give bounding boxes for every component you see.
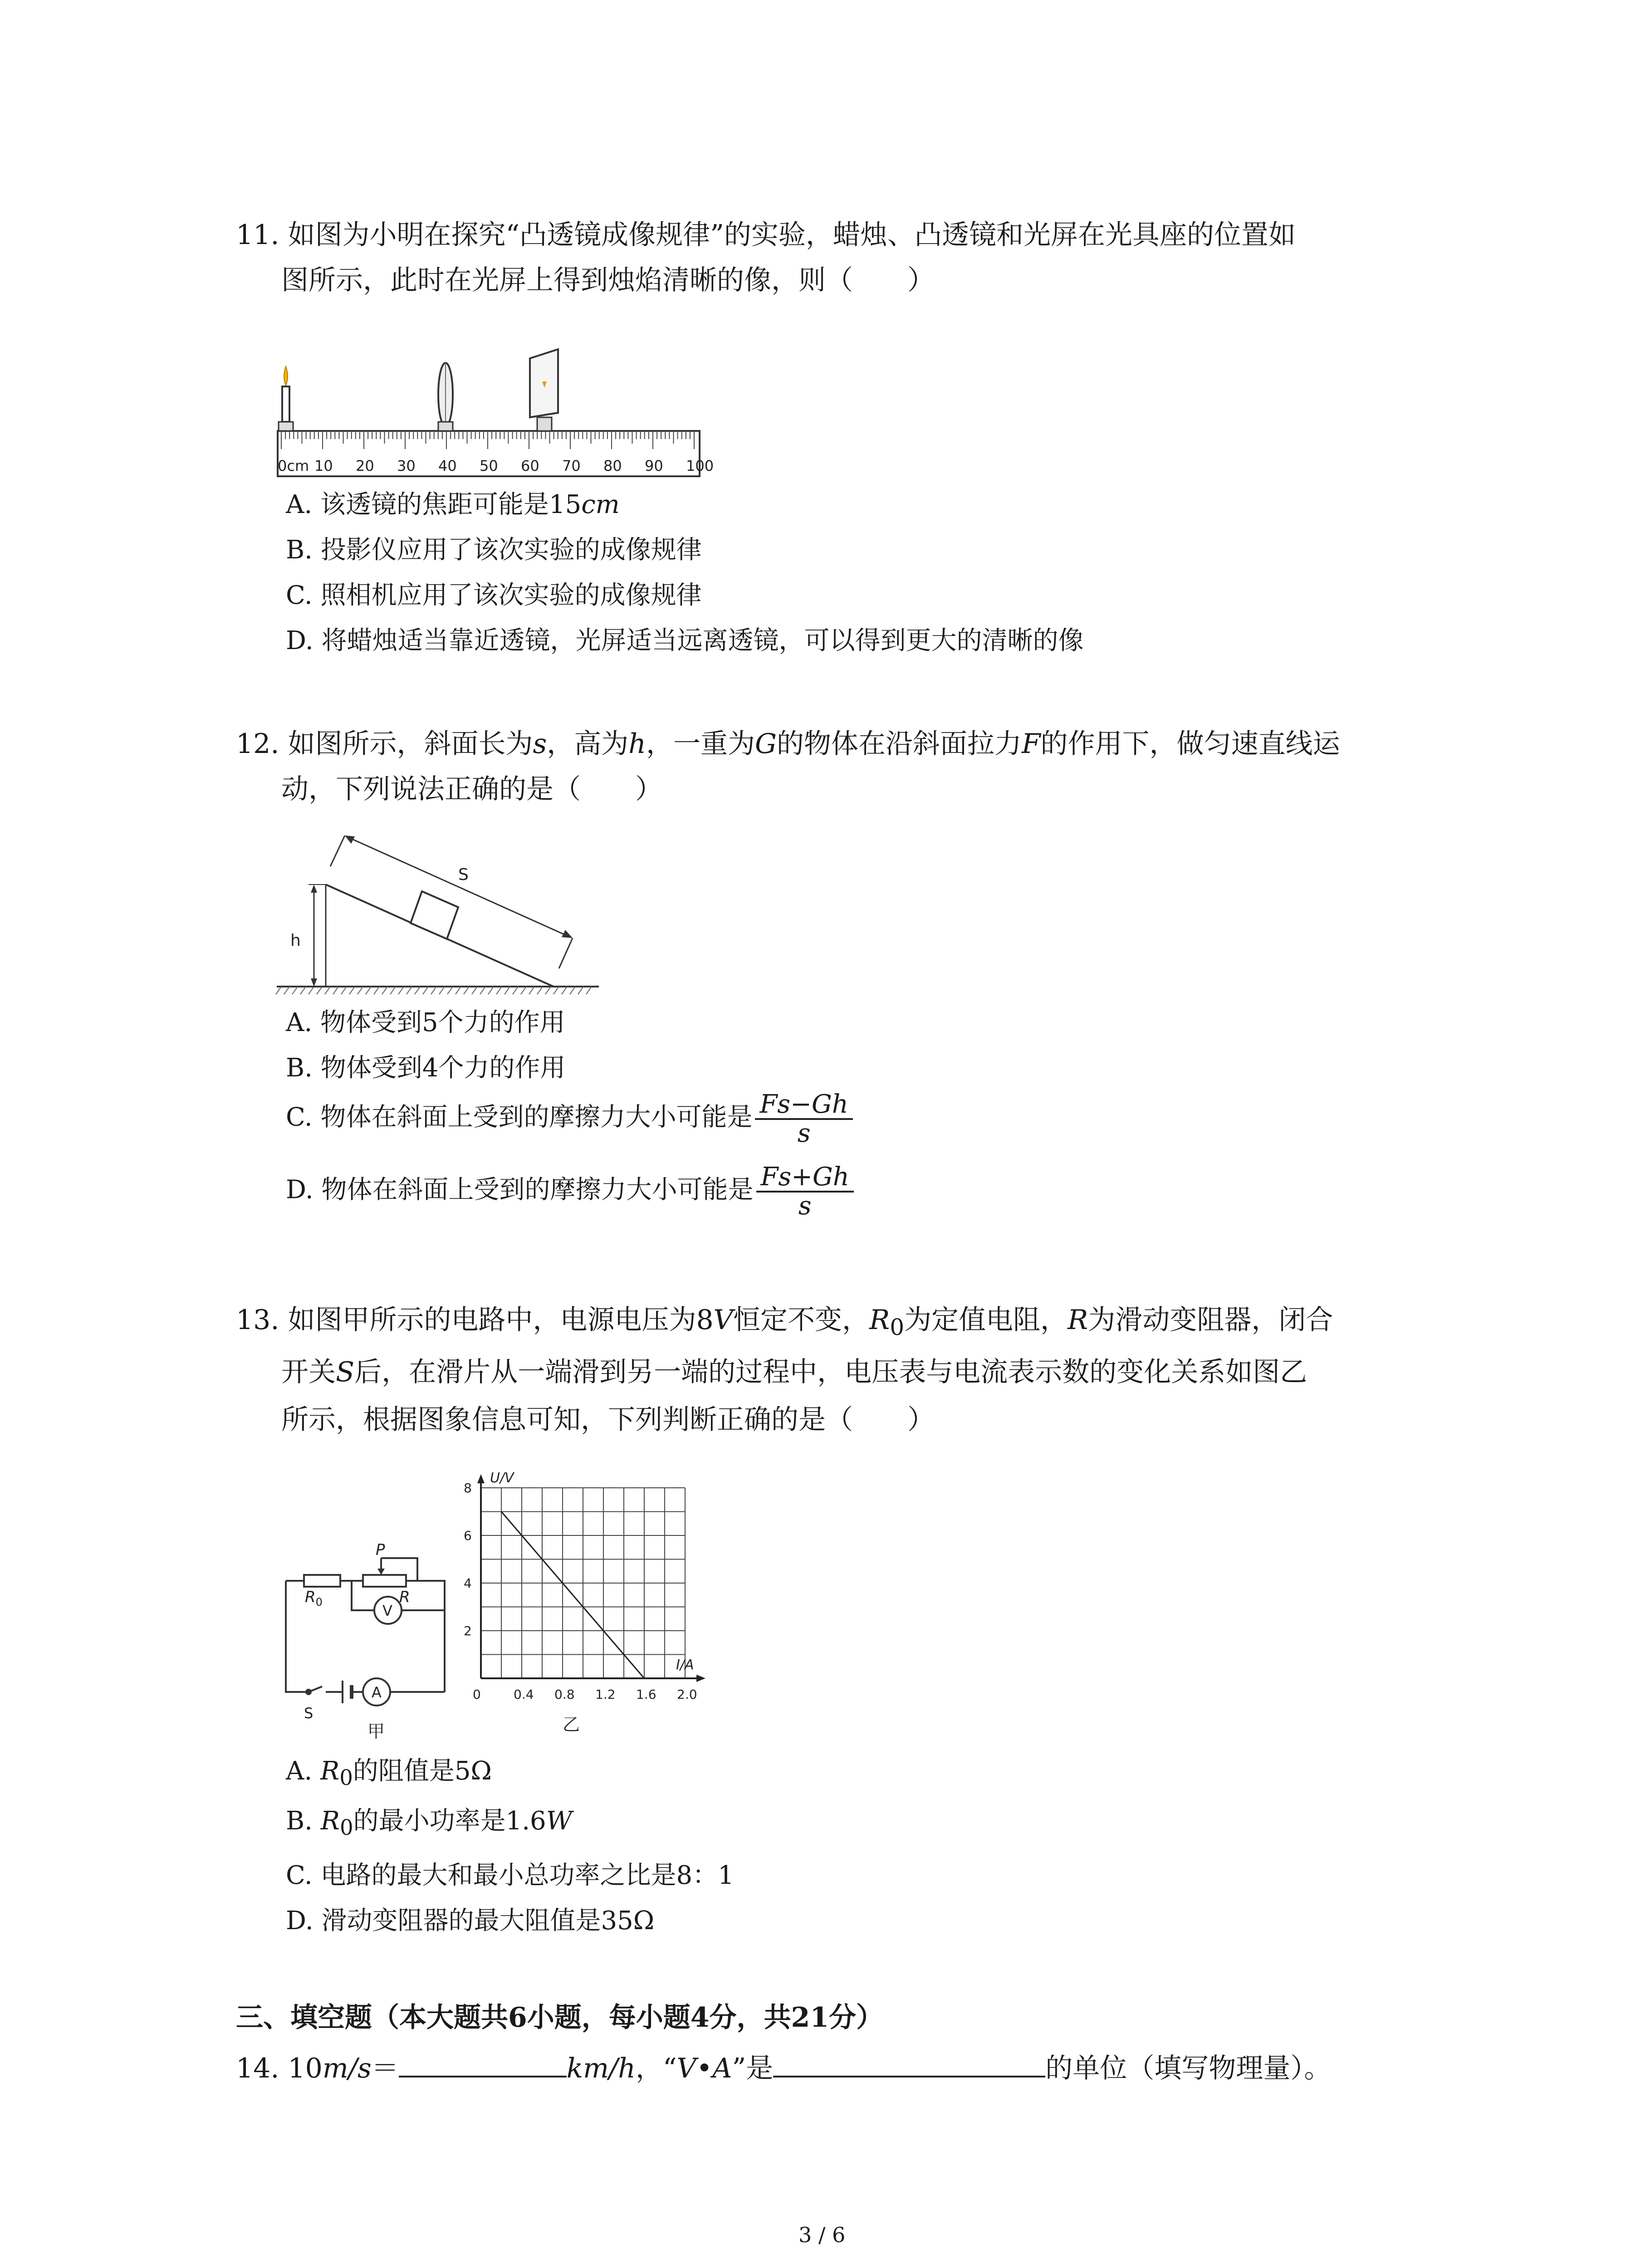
ground-hatch-line xyxy=(292,987,298,994)
q13-option-b-unit: W xyxy=(546,1806,573,1836)
q11-line1: 11. 如图为小明在探究“凸透镜成像规律”的实验，蜡烛、凸透镜和光屏在光具座的位置如 xyxy=(236,219,1296,251)
q14-equals: ＝ xyxy=(371,2053,399,2084)
light-screen xyxy=(530,349,558,431)
ground-hatch-line xyxy=(513,987,518,994)
q13-option-b-prefix: B. xyxy=(286,1806,321,1836)
q12-text-d: 的物体在沿斜面拉力 xyxy=(776,728,1022,760)
resistor-r xyxy=(363,1575,406,1587)
ground-hatch-line xyxy=(496,987,502,994)
graph-xtick-label: 1.6 xyxy=(636,1687,656,1702)
ruler-label: 70 xyxy=(562,457,581,474)
page-number: 3 / 6 xyxy=(798,2223,846,2247)
q14-blank-2[interactable] xyxy=(773,2050,1045,2077)
ground-hatch-line xyxy=(317,987,322,994)
ruler-label: 60 xyxy=(521,457,539,474)
q13-text-c: 为定值电阻， xyxy=(904,1304,1068,1336)
candle xyxy=(279,367,293,431)
circuit-p-label: P xyxy=(376,1541,385,1559)
ground-hatch-line xyxy=(480,987,485,994)
q11-option-a-text: A. 该透镜的焦距可能是15 xyxy=(286,490,582,519)
q11-line2: 图所示，此时在光屏上得到烛焰清晰的像，则（ ） xyxy=(281,264,935,296)
q13-option-d[interactable]: D. 滑动变阻器的最大阻值是35Ω xyxy=(286,1906,655,1936)
q13-text-b: 恒定不变， xyxy=(733,1304,870,1336)
q12-text-a: 12. 如图所示，斜面长为 xyxy=(236,728,533,760)
q12-option-d-text: D. 物体在斜面上受到的摩擦力大小可能是 xyxy=(286,1175,754,1205)
graph-ytick-label: 6 xyxy=(464,1528,472,1543)
ground-hatch-line xyxy=(456,987,461,994)
graph-caption: 乙 xyxy=(563,1715,580,1735)
ground-hatch-line xyxy=(333,987,338,994)
q13-option-a-text: 的阻值是5Ω xyxy=(353,1756,492,1786)
ruler-label: 10 xyxy=(314,457,333,474)
q12-option-d-fraction: $\frac{Fs+Gh}{s}$ xyxy=(756,1163,854,1220)
graph-ytick-label: 2 xyxy=(464,1623,472,1638)
ground-hatch-line xyxy=(464,987,469,994)
q12-var-g: G xyxy=(754,728,777,760)
q12-option-c-fraction: $\frac{Fs-Gh}{s}$ xyxy=(755,1091,852,1147)
q12-line1 xyxy=(236,721,1340,767)
switch-label: S xyxy=(304,1705,314,1722)
ground-hatch-line xyxy=(284,987,289,994)
ground-hatch-line xyxy=(439,987,445,994)
ground-hatch-line xyxy=(349,987,355,994)
ground-hatch-line xyxy=(537,987,543,994)
graph-xlabel: I/A xyxy=(676,1657,694,1673)
q14-unit-ms: m/s xyxy=(322,2053,372,2084)
circuit-r-label: R xyxy=(399,1588,410,1606)
ground-hatch-line xyxy=(554,987,559,994)
q14-blank-1[interactable] xyxy=(399,2050,567,2077)
q13-var-s: S xyxy=(336,1356,355,1388)
q11-option-b[interactable]: B. 投影仪应用了该次实验的成像规律 xyxy=(286,535,702,565)
graph-data-line xyxy=(501,1512,644,1679)
graph-xtick-label: 0 xyxy=(473,1687,481,1702)
ground-hatch-line xyxy=(505,987,510,994)
q14-prefix: 14. 10 xyxy=(236,2053,323,2084)
q12-option-a[interactable]: A. 物体受到5个力的作用 xyxy=(286,1008,565,1037)
q11-option-a-unit: cm xyxy=(581,490,620,519)
ground-hatch-line xyxy=(325,987,330,994)
graph-xtick-label: 1.2 xyxy=(595,1687,616,1702)
ground-hatch-line xyxy=(488,987,494,994)
ruler-label: 50 xyxy=(480,457,498,474)
graph-ytick-label: 8 xyxy=(464,1481,472,1496)
q13-line3: 所示，根据图象信息可知，下列判断正确的是（ ） xyxy=(281,1404,935,1436)
q12-option-d[interactable] xyxy=(286,1163,854,1220)
ruler-label: 40 xyxy=(438,457,457,474)
section-3-title: 三、填空题（本大题共6小题，每小题4分，共21分） xyxy=(236,2002,883,2033)
fig-s-label: S xyxy=(458,865,469,884)
q11-option-a[interactable] xyxy=(286,484,620,525)
ruler-label: 0cm xyxy=(278,457,309,474)
q12-var-s: s xyxy=(533,728,547,760)
graph-ytick-label: 4 xyxy=(464,1576,472,1591)
ground-hatch-line xyxy=(586,987,592,994)
ground-hatch-line xyxy=(423,987,428,994)
ground-hatch-line xyxy=(374,987,379,994)
ground-hatch-line xyxy=(472,987,477,994)
ground-hatch-line xyxy=(300,987,306,994)
q13-text-f: 后，在滑片从一端滑到另一端的过程中，电压表与电流表示数的变化关系如图乙 xyxy=(354,1356,1308,1388)
resistor-r0 xyxy=(304,1575,340,1587)
q12-option-c[interactable] xyxy=(286,1091,853,1147)
ground-hatch-line xyxy=(570,987,575,994)
block xyxy=(411,891,458,939)
ground-hatch-line xyxy=(390,987,396,994)
graph-ylabel: U/V xyxy=(490,1470,514,1486)
q13-line2 xyxy=(281,1349,1307,1395)
ground-hatch-line xyxy=(415,987,420,994)
ground-hatch-line xyxy=(341,987,347,994)
ruler-label: 30 xyxy=(397,457,416,474)
fig-h-label: h xyxy=(290,931,301,950)
q13-text-e: 开关 xyxy=(281,1356,336,1388)
graph-xtick-label: 2.0 xyxy=(677,1687,697,1702)
q13-option-a-prefix: A. xyxy=(286,1756,321,1786)
ground-hatch-line xyxy=(545,987,551,994)
q13-option-a[interactable] xyxy=(286,1751,492,1799)
q13-option-a-sub: 0 xyxy=(339,1766,353,1791)
ruler-label: 100 xyxy=(686,457,714,474)
ground-hatch-line xyxy=(366,987,371,994)
q13-option-b[interactable] xyxy=(286,1801,572,1848)
ruler-label: 90 xyxy=(645,457,663,474)
q13-var-r0-sub: 0 xyxy=(890,1314,905,1340)
q13-var-r: R xyxy=(1068,1304,1088,1336)
q12-line2: 动，下列说法正确的是（ ） xyxy=(281,773,662,805)
q11-option-d[interactable]: D. 将蜡烛适当靠近透镜，光屏适当远离透镜，可以得到更大的清晰的像 xyxy=(286,626,1084,655)
q13-var-v: V xyxy=(713,1304,734,1336)
q12-var-f: F xyxy=(1021,728,1041,760)
q14-suffix: 的单位（填写物理量）。 xyxy=(1045,2053,1332,2084)
q14-line xyxy=(236,2046,1331,2091)
incline-figure xyxy=(272,816,599,1007)
ground-hatch-line xyxy=(529,987,534,994)
circuit-r0-label: $R_0$ xyxy=(305,1588,323,1608)
circuit-diagram xyxy=(272,1542,463,1742)
optical-bench-figure xyxy=(272,345,714,485)
ground-hatch-line xyxy=(562,987,567,994)
graph-xtick-label: 0.4 xyxy=(514,1687,534,1702)
q13-var-r0: R xyxy=(869,1304,890,1336)
ammeter-label: A xyxy=(372,1684,382,1701)
q14-text-mid2: ”是 xyxy=(732,2053,774,2084)
q13-option-b-sub: 0 xyxy=(339,1816,353,1841)
ground-hatch-line xyxy=(382,987,387,994)
q12-text-e: 的作用下，做匀速直线运 xyxy=(1040,728,1340,760)
ground-hatch-line xyxy=(309,987,314,994)
ruler-label: 80 xyxy=(603,457,622,474)
q13-line1 xyxy=(236,1297,1333,1350)
ground-hatch-line xyxy=(447,987,453,994)
graph-xtick-label: 0.8 xyxy=(554,1687,575,1702)
q13-option-b-r: R xyxy=(320,1806,340,1836)
voltmeter-label: V xyxy=(382,1602,392,1619)
q12-text-b: ，高为 xyxy=(547,728,629,760)
ground-hatch-line xyxy=(521,987,526,994)
q12-option-c-text: C. 物体在斜面上受到的摩擦力大小可能是 xyxy=(286,1102,753,1132)
ground-hatch-line xyxy=(358,987,363,994)
q13-text-a: 13. 如图甲所示的电路中，电源电压为8 xyxy=(236,1304,714,1336)
q13-text-d: 为滑动变阻器，闭合 xyxy=(1088,1304,1333,1336)
ground-hatch-line xyxy=(431,987,436,994)
circuit-caption: 甲 xyxy=(367,1721,385,1741)
q13-option-c[interactable]: C. 电路的最大和最小总功率之比是8：1 xyxy=(286,1861,734,1890)
q13-option-b-text: 的最小功率是1.6 xyxy=(353,1806,546,1836)
q11-option-c[interactable]: C. 照相机应用了该次实验的成像规律 xyxy=(286,581,702,610)
q12-var-h: h xyxy=(628,728,646,760)
ground-hatch-line xyxy=(276,987,281,994)
ruler-label: 20 xyxy=(356,457,374,474)
q12-text-c: ，一重为 xyxy=(646,728,755,760)
ground-hatch-line xyxy=(398,987,404,994)
q14-unit-kmh: km/h xyxy=(566,2053,636,2084)
ground-hatch-line xyxy=(407,987,412,994)
q13-option-a-r: R xyxy=(320,1756,340,1786)
q14-text-mid1: ，“ xyxy=(635,2053,677,2084)
ground-hatch-line xyxy=(578,987,583,994)
q12-option-b[interactable]: B. 物体受到4个力的作用 xyxy=(286,1053,566,1083)
ui-graph xyxy=(445,1470,717,1737)
q14-va: V•A xyxy=(676,2053,732,2084)
convex-lens xyxy=(438,363,453,431)
